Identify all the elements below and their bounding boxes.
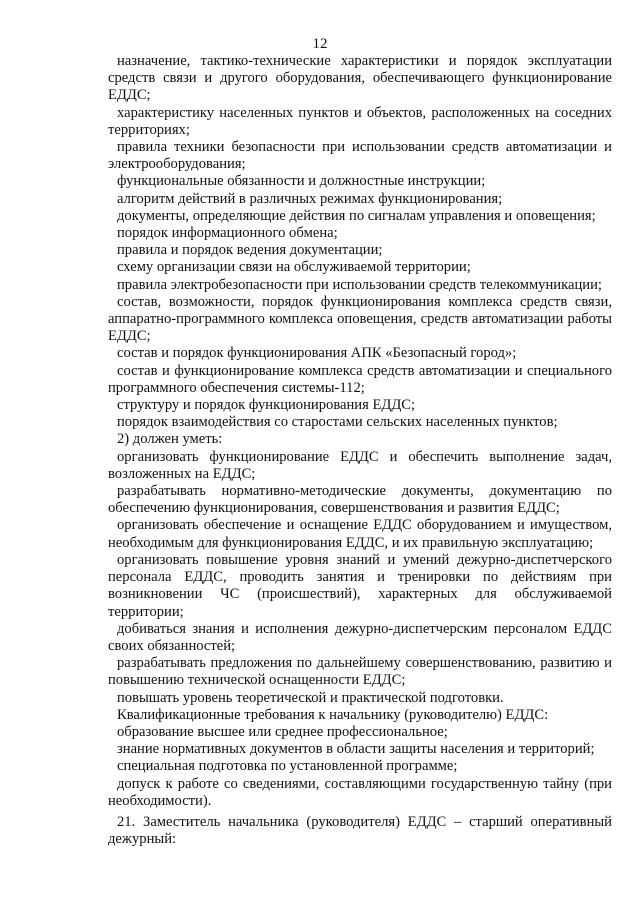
- paragraph: повышать уровень теоретической и практической подготовки.: [117, 689, 504, 706]
- numbered-clause: 21. Заместитель начальника (руководителя) ЕДДС – старший оперативный дежурный:: [108, 813, 612, 848]
- section-heading: 2) должен уметь:: [117, 431, 223, 448]
- paragraph: разрабатывать нормативно-методические документы, документацию по обеспечению функционирования, совершенствования и развития ЕДДС;: [108, 483, 612, 517]
- paragraph: состав, возможности, порядок функционирования комплекса средств связи, аппаратно-программного комплекса оповещения, средств автоматизации работы ЕДДС;: [108, 293, 612, 345]
- paragraph: образование высшее или среднее профессиональное;: [117, 723, 448, 740]
- paragraph: порядок информационного обмена;: [117, 225, 338, 242]
- paragraph: порядок взаимодействия со старостами сельских населенных пунктов;: [117, 414, 558, 431]
- paragraph: назначение, тактико-технические характеристики и порядок эксплуатации средств связи и другого оборудования, обеспечивающего функционирование ЕДДС;: [108, 53, 612, 104]
- paragraph: правила и порядок ведения документации;: [117, 242, 383, 259]
- paragraph: добиваться знания и исполнения дежурно-диспетчерским персоналом ЕДДС своих обязанностей;: [108, 620, 612, 654]
- paragraph: организовать повышение уровня знаний и умений дежурно-диспетчерского персонала ЕДДС, проводить занятия и тренировки по действиям при возникновении ЧС (происшествий), характерных для обслуживаемой территории;: [108, 551, 612, 620]
- paragraph: схему организации связи на обслуживаемой территории;: [117, 259, 471, 276]
- paragraph: алгоритм действий в различных режимах функционирования;: [117, 190, 503, 207]
- document-body: [108, 53, 612, 848]
- paragraph: организовать функционирование ЕДДС и обеспечить выполнение задач, возложенных на ЕДДС;: [108, 448, 612, 482]
- paragraph: состав и порядок функционирования АПК «Безопасный город»;: [117, 345, 517, 362]
- paragraph: допуск к работе со сведениями, составляющими государственную тайну (при необходимости).: [108, 775, 612, 809]
- paragraph: разрабатывать предложения по дальнейшему совершенствованию, развитию и повышению технической оснащенности ЕДДС;: [108, 655, 612, 689]
- paragraph: знание нормативных документов в области защиты населения и территорий;: [117, 741, 595, 758]
- page-number: 12: [312, 36, 328, 52]
- paragraph: структуру и порядок функционирования ЕДДС;: [117, 397, 416, 414]
- paragraph: правила техники безопасности при использовании средств автоматизации и электрооборудования;: [108, 139, 612, 173]
- paragraph: состав и функционирование комплекса средств автоматизации и специального программного обеспечения системы-112;: [108, 362, 612, 396]
- paragraph: организовать обеспечение и оснащение ЕДДС оборудованием и имуществом, необходимым для функционирования ЕДДС, и их правильную эксплуатацию;: [108, 517, 612, 551]
- paragraph: специальная подготовка по установленной программе;: [117, 758, 458, 775]
- paragraph: функциональные обязанности и должностные инструкции;: [117, 173, 486, 190]
- paragraph: документы, определяющие действия по сигналам управления и оповещения;: [117, 207, 596, 224]
- section-heading: Квалификационные требования к начальнику (руководителю) ЕДДС:: [117, 706, 549, 723]
- paragraph: характеристику населенных пунктов и объектов, расположенных на соседних территориях;: [108, 104, 612, 138]
- paragraph: правила электробезопасности при использовании средств телекоммуникации;: [117, 276, 602, 293]
